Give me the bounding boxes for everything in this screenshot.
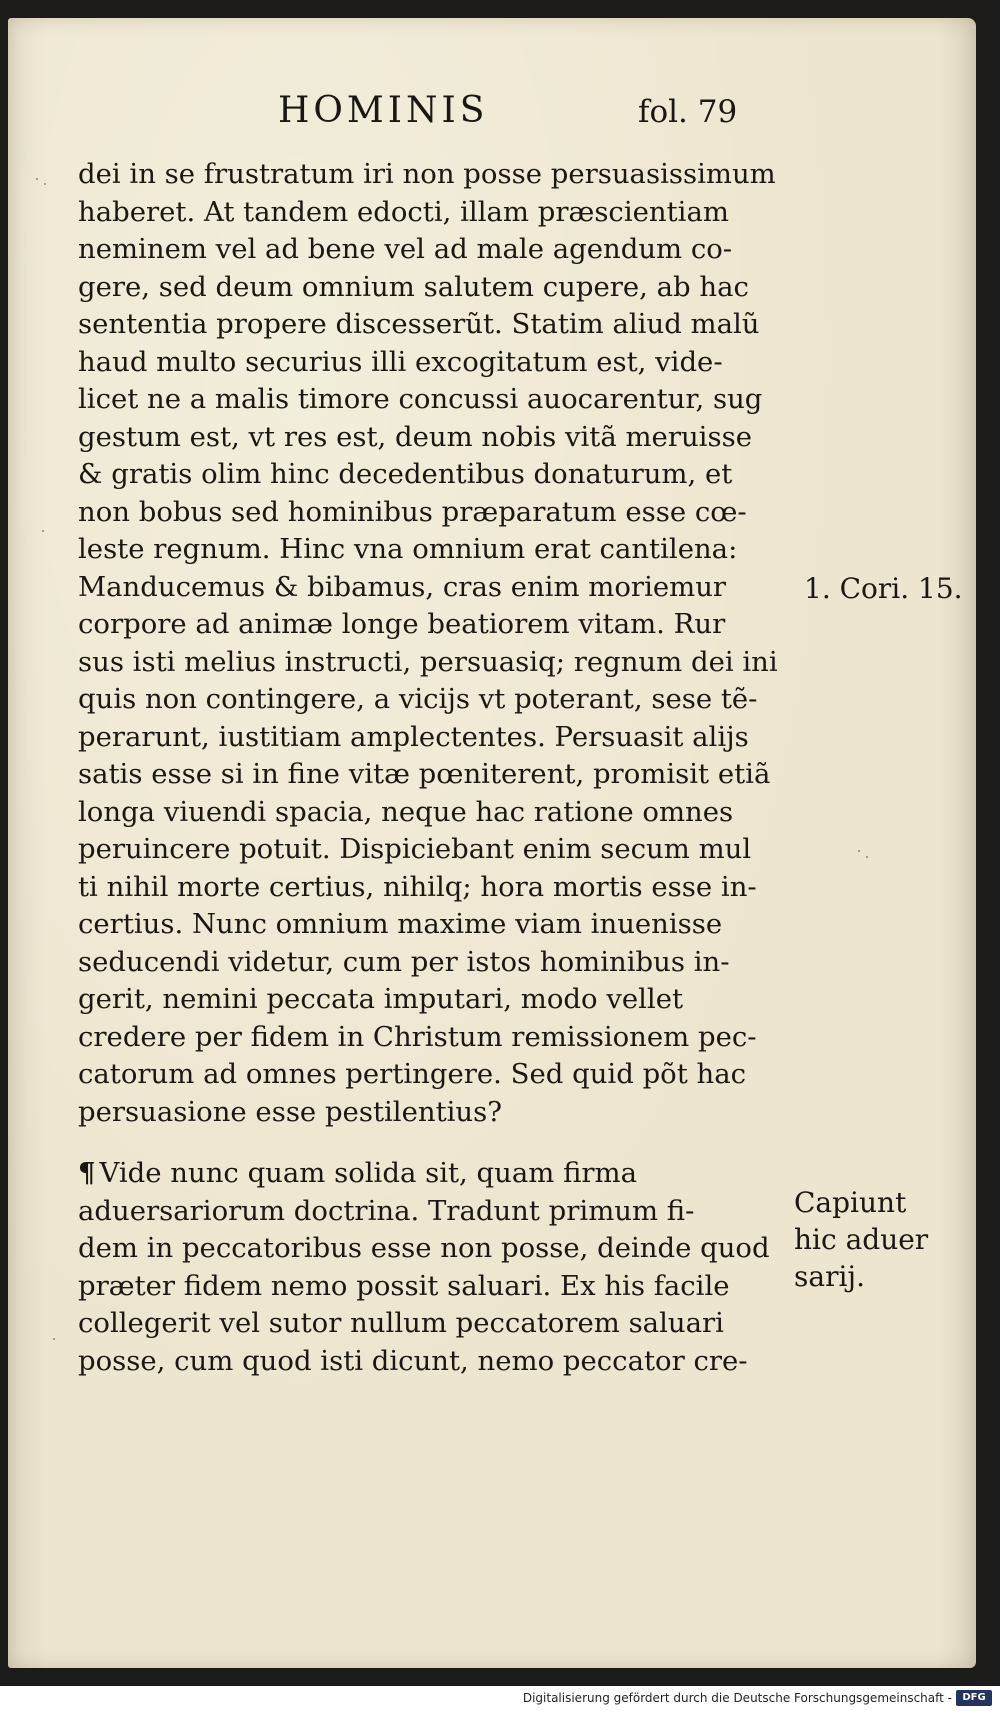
text-line: gestum est, vt res est, deum nobis vitã meruisse bbox=[78, 420, 752, 453]
text-line: corpore ad animæ longe beatiorem vitam. Rur bbox=[78, 608, 726, 640]
text-line: collegerit vel sutor nullum peccatorem saluari bbox=[78, 1307, 724, 1339]
text-line: ti nihil morte certius, nihilq; hora mortis esse in- bbox=[78, 870, 757, 903]
text-line: dei in se frustratum iri non posse persuasissimum bbox=[78, 158, 776, 190]
text-line: peruincere potuit. Dispiciebant enim secum mul bbox=[78, 833, 752, 865]
text-line: haud multo securius illi excogitatum est, vide- bbox=[78, 345, 723, 378]
pilcrow-icon: ¶ bbox=[78, 1157, 96, 1189]
text-line: posse, cum quod isti dicunt, nemo peccator cre- bbox=[78, 1344, 748, 1377]
text-line: Vide nunc quam solida sit, quam firma bbox=[99, 1157, 638, 1189]
text-line: & gratis olim hinc decedentibus donaturum, et bbox=[78, 458, 733, 490]
paper-speck bbox=[866, 856, 868, 858]
paper-speck bbox=[36, 178, 38, 180]
folio-number: fol. 79 bbox=[638, 94, 738, 130]
paper-speck bbox=[53, 1338, 55, 1340]
paper-speck bbox=[44, 183, 46, 185]
text-line: Manducemus & bibamus, cras enim moriemur bbox=[78, 570, 727, 603]
text-line: haberet. At tandem edocti, illam præscientiam bbox=[78, 195, 729, 228]
marginal-note-line: Capiunt bbox=[794, 1186, 907, 1219]
text-line: sus isti melius instructi, persuasiq; regnum dei ini bbox=[78, 645, 778, 678]
text-line: quis non contingere, a vicijs vt poterant, sese tẽ- bbox=[78, 683, 758, 715]
text-line: perarunt, iustitiam amplectentes. Persuasit alijs bbox=[78, 720, 749, 753]
marginal-note-gloss bbox=[794, 1184, 928, 1295]
text-line: præter fidem nemo possit saluari. Ex his facile bbox=[78, 1269, 730, 1302]
credit-text: Digitalisierung gefördert durch die Deutsche Forschungsgemeinschaft - bbox=[522, 1691, 952, 1705]
running-head: HOMINIS bbox=[278, 90, 489, 131]
text-line: seducendi videtur, cum per istos hominibus in- bbox=[78, 945, 730, 978]
text-line: aduersariorum doctrina. Tradunt primum fi- bbox=[78, 1194, 695, 1227]
paper-speck bbox=[858, 850, 860, 852]
text-line: neminem vel ad bene vel ad male agendum co- bbox=[78, 233, 733, 265]
text-line: credere per fidem in Christum remissionem pec- bbox=[78, 1020, 757, 1053]
book-page bbox=[8, 18, 976, 1668]
marginal-note-line: sarij. bbox=[794, 1260, 865, 1293]
text-line: persuasione esse pestilentius? bbox=[78, 1095, 502, 1128]
paper-speck bbox=[42, 530, 44, 532]
text-line: dem in peccatoribus esse non posse, deinde quod bbox=[78, 1232, 770, 1264]
text-line: catorum ad omnes pertingere. Sed quid põt hac bbox=[78, 1058, 747, 1090]
text-line: longa viuendi spacia, neque hac ratione omnes bbox=[78, 795, 734, 828]
text-line: sententia propere discesserũt. Statim aliud malũ bbox=[78, 308, 760, 340]
text-line: gerit, nemini peccata imputari, modo vellet bbox=[78, 983, 684, 1015]
text-line: certius. Nunc omnium maxime viam inuenisse bbox=[78, 908, 723, 940]
text-line: licet ne a malis timore concussi auocarentur, sug bbox=[78, 383, 763, 415]
text-line: satis esse si in fine vitæ pœniterent, promisit etiã bbox=[78, 758, 771, 790]
text-line: non bobus sed hominibus præparatum esse cœ- bbox=[78, 495, 747, 528]
marginal-note-line: hic aduer bbox=[794, 1223, 929, 1256]
marginal-note-reference: 1. Cori. 15. bbox=[804, 572, 963, 605]
text-line: gere, sed deum omnium salutem cupere, ab hac bbox=[78, 270, 749, 303]
text-line: leste regnum. Hinc vna omnium erat cantilena: bbox=[78, 533, 738, 565]
dfg-logo: DFG bbox=[956, 1690, 992, 1706]
main-text-block bbox=[78, 156, 798, 1380]
paragraph-first-line bbox=[78, 1155, 798, 1193]
digitization-credit-bar bbox=[0, 1686, 1000, 1711]
paragraph-gap bbox=[78, 1131, 798, 1155]
